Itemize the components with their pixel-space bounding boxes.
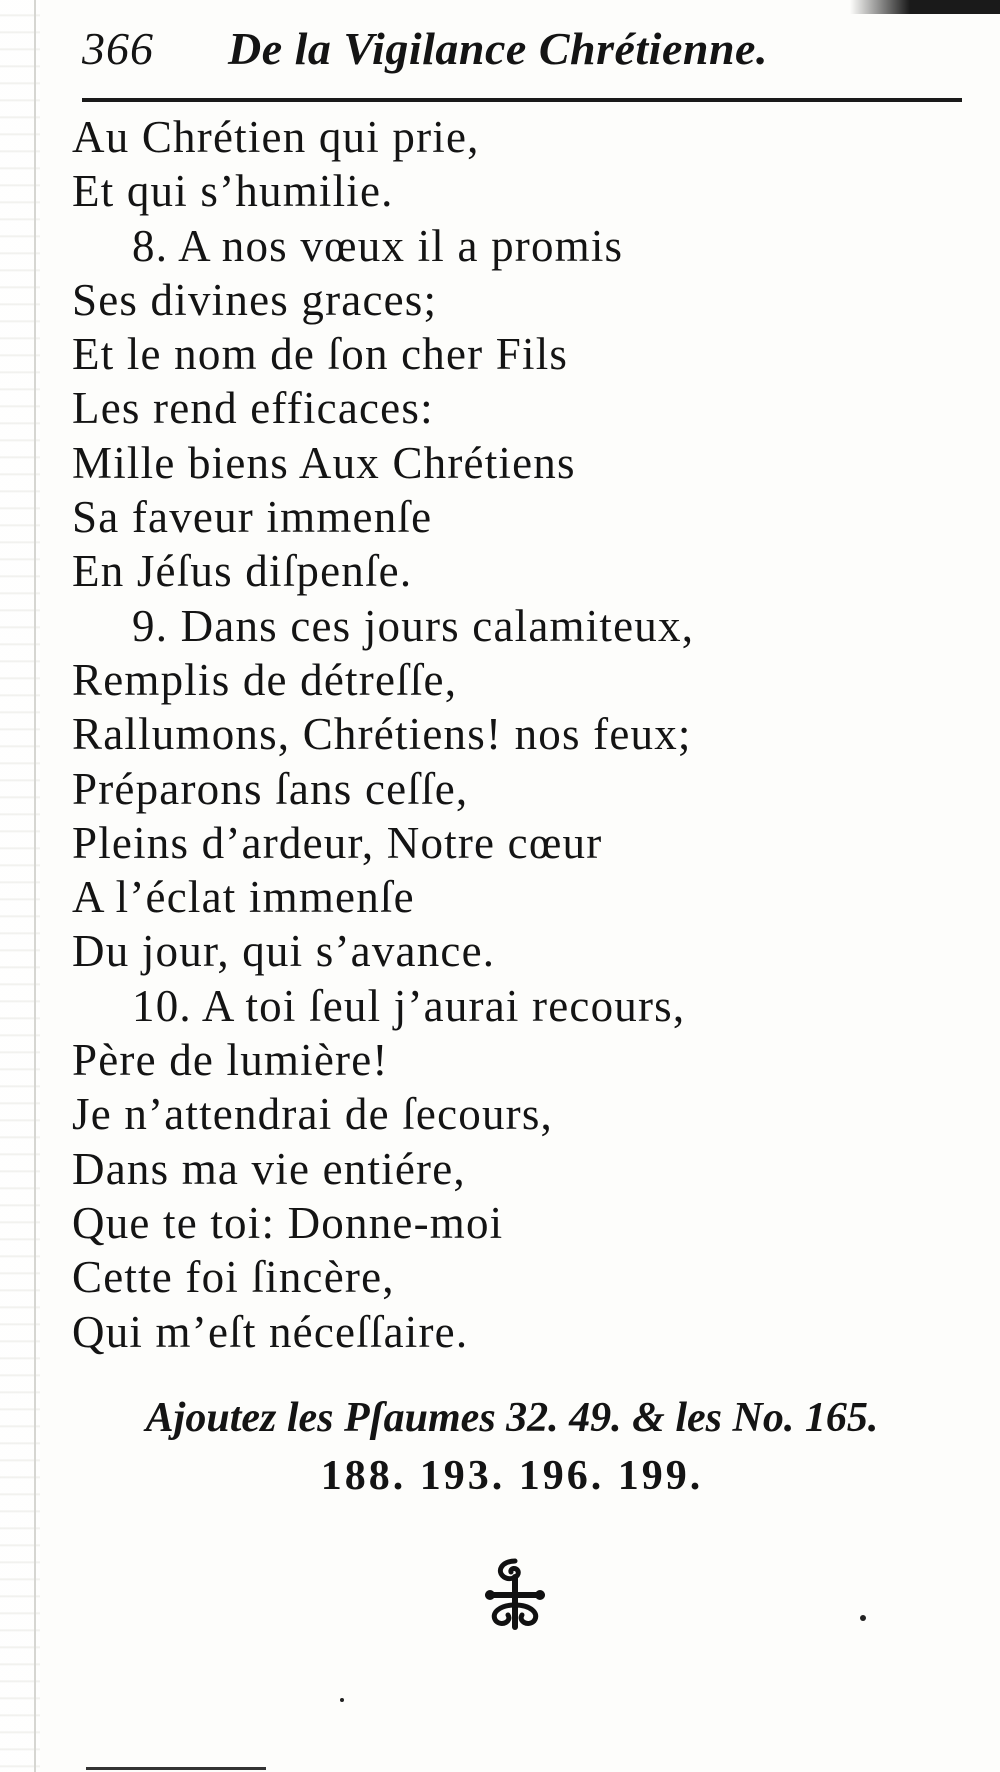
page-number: 366 — [82, 23, 154, 74]
ink-speck — [860, 1615, 866, 1621]
verse-line: Et qui s’humilie. — [72, 166, 394, 217]
verse-line: Père de lumière! — [72, 1035, 389, 1086]
header-rule — [82, 98, 962, 102]
running-title: De la Vigilance Chrétienne. — [228, 23, 768, 74]
verse-line: Et le nom de ſon cher Fils — [72, 329, 569, 380]
verse-line: Rallumons, Chrétiens! nos feux; — [72, 709, 692, 760]
verse-line: Au Chrétien qui prie, — [72, 112, 480, 162]
top-edge-smudge — [850, 0, 1000, 14]
verse-line: A l’éclat immenſe — [72, 872, 415, 923]
verse-line: 9. Dans ces jours calamiteux, — [132, 600, 695, 651]
running-header — [82, 14, 962, 90]
ink-speck — [340, 1698, 344, 1702]
verse-line: Je n’attendrai de ſecours, — [72, 1089, 554, 1140]
verse-line: Dans ma vie entiére, — [72, 1143, 466, 1194]
verse-line: Préparons ſans ceſſe, — [72, 763, 469, 814]
fleuron-ornament-icon — [480, 1555, 550, 1635]
verse-line: Qui m’eſt néceſſaire. — [72, 1306, 469, 1357]
hymn-verses — [72, 110, 972, 1359]
binding-edge-line — [34, 0, 36, 1772]
verse-line: 10. A toi ſeul j’aurai recours, — [132, 980, 686, 1031]
verse-line: Ses divines graces; — [72, 274, 438, 325]
verse-line: Cette foi ſincère, — [72, 1252, 395, 1303]
verse-line: 8. A nos vœux il a promis — [132, 220, 624, 271]
verse-line: Sa faveur immenſe — [72, 492, 433, 543]
verse-line: Les rend efficaces: — [72, 383, 434, 434]
verse-line: Pleins d’ardeur, Notre cœur — [72, 817, 603, 868]
psalm-reference-note: Ajoutez les Pſaumes 32. 49. & les No. 165. — [145, 1395, 879, 1441]
verse-line: Remplis de détreſſe, — [72, 654, 458, 705]
verse-line: Du jour, qui s’avance. — [72, 926, 496, 977]
verse-line: Mille biens Aux Chrétiens — [72, 437, 576, 488]
verse-line: Que te toi: Donne-moi — [72, 1197, 504, 1248]
psalm-reference-numbers: 188. 193. 196. 199. — [320, 1453, 704, 1499]
bottom-edge-line — [86, 1767, 266, 1770]
verse-line: En Jéſus diſpenſe. — [72, 546, 413, 597]
